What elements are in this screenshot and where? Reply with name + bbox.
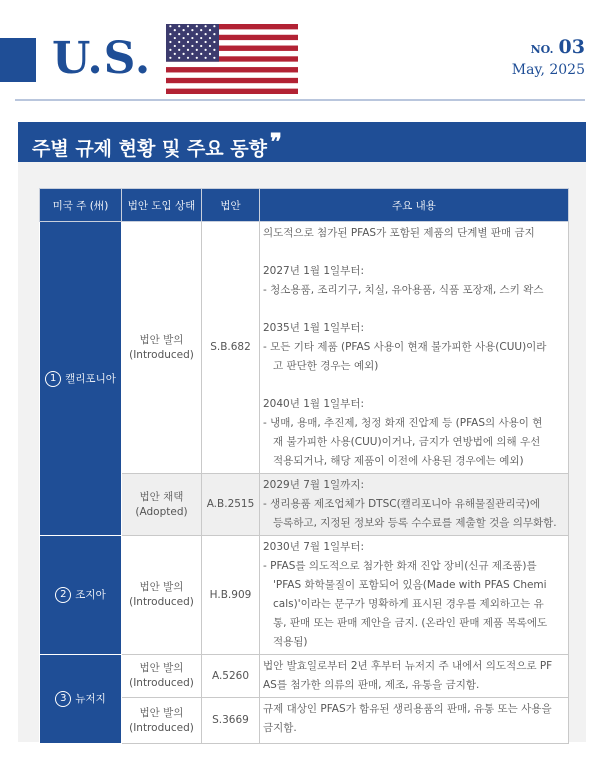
flag-star xyxy=(196,25,198,27)
flag-star xyxy=(187,57,189,59)
flag-star xyxy=(169,57,171,59)
content-line xyxy=(263,376,564,395)
number-circle-icon: 3 xyxy=(55,691,71,707)
table-row xyxy=(40,536,569,655)
content-line: - 냉매, 용매, 추진제, 청정 화재 진압제 등 (PFAS의 사용이 현 xyxy=(263,417,543,429)
flag-star xyxy=(183,45,185,47)
flag-stripe xyxy=(166,83,298,89)
flag-star xyxy=(178,41,180,43)
regulation-table xyxy=(39,188,569,744)
bill-content xyxy=(260,536,569,655)
bill-content xyxy=(260,474,569,536)
flag-star xyxy=(191,53,193,55)
flag-star xyxy=(209,29,211,31)
number-circle-icon: 1 xyxy=(45,371,61,387)
flag-star xyxy=(196,57,198,59)
content-line: - 모든 기타 제품 (PFAS 사용이 현재 불가피한 사용(CUU)이라 xyxy=(263,341,547,353)
content-line: 2040년 1월 1일부터: xyxy=(263,398,365,410)
flag-star xyxy=(169,41,171,43)
flag-star xyxy=(178,33,180,35)
content-line: 적용됨) xyxy=(273,636,308,648)
table-row xyxy=(40,222,569,474)
header-accent-bar xyxy=(0,38,36,82)
content-line: 등록하고, 지정된 정보와 등록 수수료를 제출할 것을 의무화함. xyxy=(273,517,557,529)
bill-number: A.5260 xyxy=(202,655,260,698)
flag-star xyxy=(178,25,180,27)
flag-stripe xyxy=(166,67,298,73)
page-title: U.S. xyxy=(52,33,152,84)
flag-star xyxy=(174,29,176,31)
state-new-jersey: 3 뉴저지 xyxy=(40,655,122,744)
flag-star xyxy=(205,49,207,51)
flag-star xyxy=(174,53,176,55)
flag-star xyxy=(191,45,193,47)
state-georgia: 2 조지아 xyxy=(40,536,122,655)
flag-stripe xyxy=(166,72,298,78)
content-line: 2027년 1월 1일부터: xyxy=(263,265,365,277)
content-line: 통, 판매 또는 판매 제안을 금지. (온라인 판매 제품 목록에도 xyxy=(273,617,548,629)
flag-star xyxy=(213,57,215,59)
header-divider xyxy=(15,99,585,101)
content-line xyxy=(263,243,564,262)
bill-number: A.B.2515 xyxy=(202,474,260,536)
content-line: 고 판단한 경우는 예외) xyxy=(273,360,379,372)
flag-stripe xyxy=(166,89,298,94)
flag-star xyxy=(209,53,211,55)
content-line: - 청소용품, 조리기구, 치실, 유아용품, 식품 포장재, 스키 왁스 xyxy=(263,284,544,296)
content-line: 'PFAS 화학물질이 포함되어 있음(Made with PFAS Chemi xyxy=(273,579,547,591)
quote-mark-icon: ❞ xyxy=(269,129,282,155)
bill-content xyxy=(260,655,569,698)
table-row xyxy=(40,655,569,698)
content-line: 2035년 1월 1일부터: xyxy=(263,322,365,334)
content-line: 2030년 7월 1일부터: xyxy=(263,541,365,553)
flag-star xyxy=(213,33,215,35)
flag-star xyxy=(178,49,180,51)
content-line: 금지함. xyxy=(263,722,297,734)
section-title: 주별 규제 현황 및 주요 동향 ❞ xyxy=(32,129,282,160)
flag-star xyxy=(183,37,185,39)
issue-number: NO. 03 xyxy=(530,36,585,58)
flag-star xyxy=(169,25,171,27)
content-line: 의도적으로 첨가된 PFAS가 포함된 제품의 단계별 판매 금지 xyxy=(263,227,535,239)
table-header-row xyxy=(40,189,569,222)
header-status: 법안 도입 상태 xyxy=(122,189,202,222)
content-line: - 생리용품 제조업체가 DTSC(캘리포니아 유해물질관리국)에 xyxy=(263,498,540,510)
content-line: cals)'이라는 문구가 명확하게 표시된 경우를 제외하고는 유 xyxy=(273,598,544,610)
header-bill: 법안 xyxy=(202,189,260,222)
us-flag-icon xyxy=(166,24,298,94)
flag-star xyxy=(169,33,171,35)
flag-star xyxy=(200,45,202,47)
flag-star xyxy=(187,25,189,27)
state-california: 1 캘리포니아 xyxy=(40,222,122,536)
content-line: 규제 대상인 PFAS가 함유된 생리용품의 판매, 유통 또는 사용을 xyxy=(263,703,552,715)
content-line: 재 불가피한 사용(CUU)이거나, 금지가 연방법에 의해 우선 xyxy=(273,436,541,448)
flag-stripe xyxy=(166,62,298,68)
flag-star xyxy=(209,45,211,47)
flag-star xyxy=(196,41,198,43)
header-content: 주요 내용 xyxy=(260,189,569,222)
flag-star xyxy=(205,25,207,27)
flag-star xyxy=(213,41,215,43)
flag-star xyxy=(205,33,207,35)
bill-number: H.B.909 xyxy=(202,536,260,655)
flag-star xyxy=(187,33,189,35)
flag-star xyxy=(205,41,207,43)
bill-status: 법안 발의 (Introduced) xyxy=(122,536,202,655)
flag-star xyxy=(191,37,193,39)
bill-status: 법안 채택 (Adopted) xyxy=(122,474,202,536)
issue-date: May, 2025 xyxy=(511,62,585,78)
content-line: 적용되거나, 해당 제품이 이전에 사용된 경우에는 예외) xyxy=(273,455,524,467)
flag-star xyxy=(183,29,185,31)
bill-status: 법안 발의 (Introduced) xyxy=(122,655,202,698)
content-line: 2029년 7월 1일까지: xyxy=(263,479,365,491)
flag-star xyxy=(174,37,176,39)
content-line: 법안 발효일로부터 2년 후부터 뉴저지 주 내에서 의도적으로 PF xyxy=(263,660,553,672)
flag-star xyxy=(187,49,189,51)
flag-star xyxy=(174,45,176,47)
flag-star xyxy=(178,57,180,59)
bill-status: 법안 발의 (Introduced) xyxy=(122,222,202,474)
bill-number: S.3669 xyxy=(202,698,260,744)
header-state: 미국 주 (州) xyxy=(40,189,122,222)
bill-content xyxy=(260,222,569,474)
flag-star xyxy=(191,29,193,31)
bill-status: 법안 발의 (Introduced) xyxy=(122,698,202,744)
flag-star xyxy=(213,49,215,51)
content-line xyxy=(263,300,564,319)
flag-star xyxy=(183,53,185,55)
flag-star xyxy=(187,41,189,43)
flag-star xyxy=(200,37,202,39)
flag-star xyxy=(196,49,198,51)
flag-star xyxy=(200,53,202,55)
flag-star xyxy=(209,37,211,39)
flag-star xyxy=(205,57,207,59)
flag-star xyxy=(200,29,202,31)
flag-stripe xyxy=(166,78,298,84)
section-header xyxy=(18,122,586,162)
flag-star xyxy=(196,33,198,35)
bill-number: S.B.682 xyxy=(202,222,260,474)
number-circle-icon: 2 xyxy=(55,587,71,603)
bill-content xyxy=(260,698,569,744)
content-line: AS를 첨가한 의류의 판매, 제조, 유통을 금지함. xyxy=(263,679,480,691)
flag-star xyxy=(169,49,171,51)
flag-star xyxy=(213,25,215,27)
content-line: - PFAS를 의도적으로 첨가한 화재 진압 장비(신규 제조품)를 xyxy=(263,560,537,572)
